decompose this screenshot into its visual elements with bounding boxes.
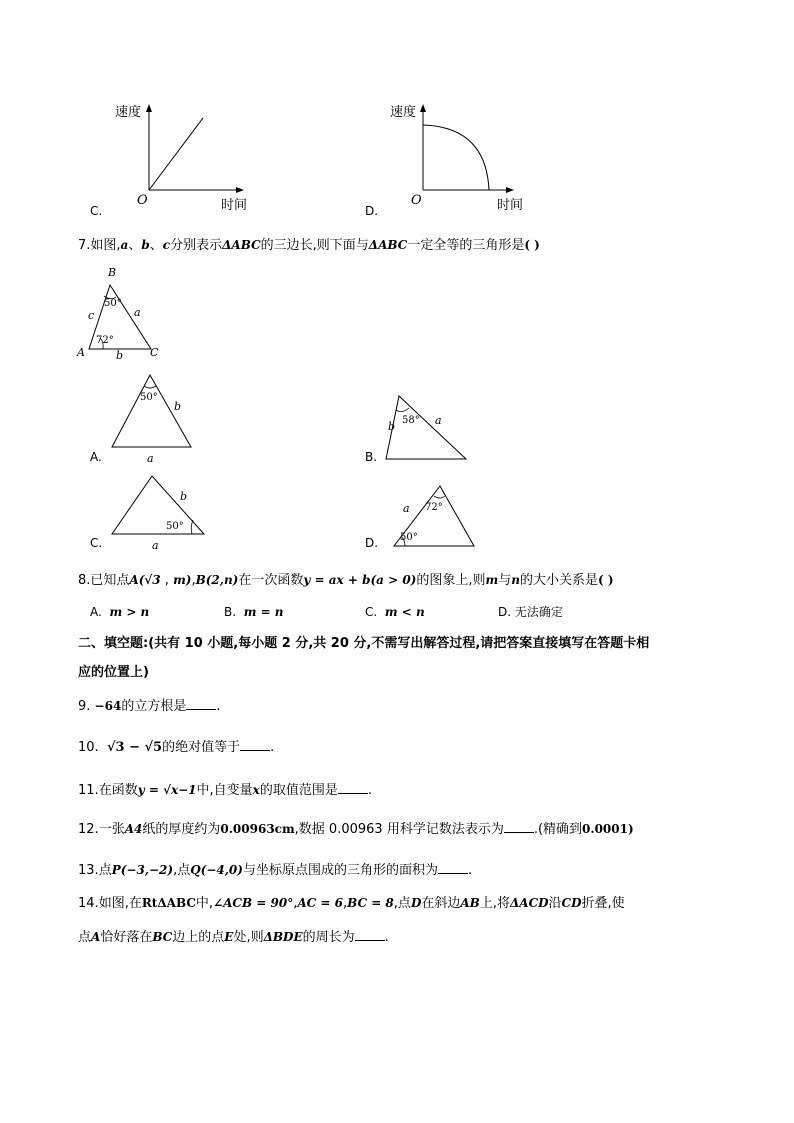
q8-function: y = ax + b(a > 0) bbox=[303, 573, 417, 587]
svg-text:50°: 50° bbox=[166, 521, 184, 532]
q12-value: 0.00963cm bbox=[220, 822, 295, 836]
q6-d-label: D. bbox=[365, 204, 379, 218]
q8-number: 8. bbox=[78, 573, 91, 588]
q7-option-c-label[interactable]: C. bbox=[90, 536, 103, 550]
svg-text:72°: 72° bbox=[425, 502, 443, 513]
q7-fig-side-b: b bbox=[116, 349, 124, 362]
q7-var-c: c bbox=[162, 238, 171, 252]
svg-text:50°: 50° bbox=[400, 532, 418, 543]
q7-var-a: a bbox=[120, 238, 129, 252]
q8-point-a: A(√3 bbox=[129, 573, 161, 587]
q7-option-d-label[interactable]: D. bbox=[365, 536, 379, 550]
q7-triangle: ΔABC bbox=[222, 238, 261, 252]
q9-expr: −64 bbox=[94, 699, 122, 713]
q7-option-b-label[interactable]: B. bbox=[365, 450, 378, 464]
q8-answer-paren: ( ) bbox=[597, 573, 614, 587]
svg-text:b: b bbox=[388, 420, 396, 433]
svg-text:a: a bbox=[435, 414, 442, 427]
q12-question: 12.一张A4纸的厚度约为0.00963cm,数据 0.00963 用科学记数法表示为 .(精确到0.0001) bbox=[78, 822, 634, 837]
q14-question-line2: 点A恰好落在BC边上的点E处,则ΔBDE的周长为 . bbox=[78, 930, 389, 945]
section2-heading-cont: 应的位置上) bbox=[78, 665, 149, 680]
q14-answer-blank[interactable] bbox=[355, 929, 385, 941]
q10-answer-blank[interactable] bbox=[240, 739, 270, 751]
svg-text:b: b bbox=[174, 400, 182, 413]
q13-point-p: P(−3,−2) bbox=[111, 863, 174, 877]
q8-option-a[interactable]: A. m > n bbox=[90, 605, 150, 619]
q8-option-d[interactable]: D. 无法确定 bbox=[498, 605, 563, 619]
svg-text:a: a bbox=[403, 502, 410, 515]
q13-point-q: Q(−4,0) bbox=[190, 863, 243, 877]
q7-answer-paren: ( ) bbox=[524, 238, 540, 252]
svg-text:a: a bbox=[147, 452, 154, 465]
q7-fig-side-a: a bbox=[134, 306, 141, 319]
svg-text:50°: 50° bbox=[140, 392, 158, 403]
svg-text:58°: 58° bbox=[402, 415, 420, 426]
q7-fig-B: B bbox=[108, 266, 117, 279]
q7-question: 7.如图,a、b、c分别表示ΔABC的三边长,则下面与ΔABC一定全等的三角形是( ) bbox=[78, 238, 540, 253]
q9-question: 9. −64的立方根是 . bbox=[78, 699, 221, 714]
q8-option-b[interactable]: B. m = n bbox=[224, 605, 284, 619]
q7-number: 7. bbox=[78, 238, 91, 253]
q14-question-line1: 14.如图,在RtΔABC中,∠ACB = 90°,AC = 6,BC = 8,点D在斜边AB上,将ΔACD沿CD折叠,使 bbox=[78, 896, 625, 911]
q10-expr: √3 − √5 bbox=[106, 740, 163, 755]
q6-c-origin: O bbox=[137, 193, 148, 208]
q11-question: 11.在函数y = √x−1中,自变量x的取值范围是 . bbox=[78, 783, 372, 798]
q8-point-b: B(2,n) bbox=[195, 573, 239, 587]
q7-fig-side-c: c bbox=[88, 309, 95, 322]
q11-function: y = √x−1 bbox=[137, 783, 197, 797]
q13-question: 13.点P(−3,−2),点Q(−4,0)与坐标原点围成的三角形的面积为 . bbox=[78, 863, 473, 878]
svg-text:a: a bbox=[152, 539, 159, 552]
q10-question: 10. √3 − √5的绝对值等于 . bbox=[78, 740, 275, 755]
q6-c-x-axis-label: 时间 bbox=[221, 198, 248, 213]
q8-question: 8.已知点A(√3 , m),B(2,n)在一次函数y = ax + b(a > 0)的图象上,则m与n的大小关系是( ) bbox=[78, 573, 614, 588]
q7-fig-A: A bbox=[77, 346, 85, 359]
q13-answer-blank[interactable] bbox=[438, 862, 468, 874]
q6-d-y-axis-label: 速度 bbox=[390, 105, 417, 120]
q9-answer-blank[interactable] bbox=[186, 698, 216, 710]
section2-heading: 二、填空题:(共有 10 小题,每小题 2 分,共 20 分,不需写出解答过程,请把答案直接填写在答题卡相 bbox=[78, 636, 650, 651]
q7-option-a-label[interactable]: A. bbox=[90, 450, 102, 464]
q6-c-y-axis-label: 速度 bbox=[115, 105, 142, 120]
svg-text:b: b bbox=[180, 490, 188, 503]
q7-fig-C: C bbox=[150, 346, 159, 359]
q6-d-x-axis-label: 时间 bbox=[497, 198, 524, 213]
q8-option-c[interactable]: C. m < n bbox=[365, 605, 425, 619]
q6-c-label: C. bbox=[90, 204, 103, 218]
q7-var-b: b bbox=[141, 238, 150, 252]
q7-fig-angle-A: 72° bbox=[96, 335, 114, 346]
q11-answer-blank[interactable] bbox=[338, 782, 368, 794]
q7-fig-angle-B: 50° bbox=[104, 298, 122, 309]
q12-answer-blank[interactable] bbox=[504, 821, 534, 833]
q6-d-origin: O bbox=[411, 193, 422, 208]
